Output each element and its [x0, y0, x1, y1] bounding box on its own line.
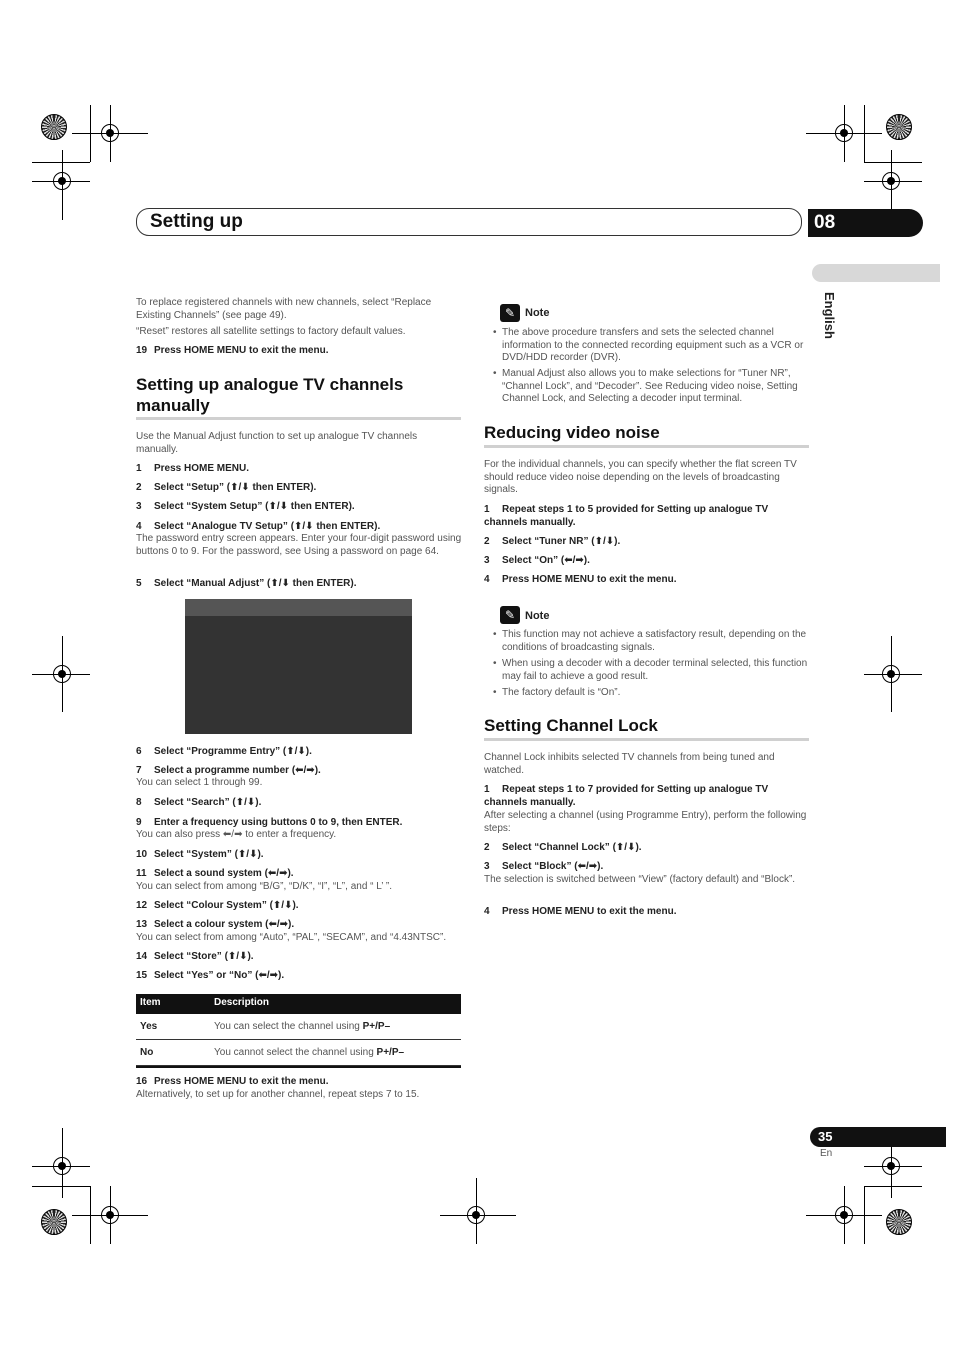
step-number: 9 [136, 817, 142, 828]
page-number: 35 [810, 1127, 946, 1147]
chapter-badge: 08 [808, 209, 923, 237]
step-number: 3 [136, 501, 142, 512]
step-number: 1 [136, 463, 142, 474]
row-item: Yes [140, 1021, 158, 1032]
step-text: Select “Search” (⬆/⬇). [154, 797, 262, 808]
step-8 [136, 797, 261, 810]
lock-step-1 [484, 784, 804, 809]
key-label: P+/P– [376, 1047, 405, 1058]
step-number: 3 [484, 861, 490, 872]
note-bullet: • The above procedure transfers and sets the selected channel information to the connected recording equipment such as a VCR or DVD/HDD recorder (DVR). [502, 327, 808, 365]
step-number: 8 [136, 797, 142, 808]
note-bullet: • The factory default is “On”. [502, 687, 808, 700]
step-number: 15 [136, 970, 148, 981]
step-11 [136, 868, 294, 881]
step-13 [136, 919, 294, 932]
step-19 [136, 345, 461, 358]
step-text: Press HOME MENU. [154, 463, 250, 474]
step-text: Select “Manual Adjust” (⬆/⬇ then ENTER). [154, 578, 357, 589]
step-text: Select “Tuner NR” (⬆/⬇). [502, 536, 621, 547]
column-header-description: Description [214, 997, 270, 1008]
step-text: Select “Block” (⬅/➡). [502, 861, 604, 872]
lock-step-4 [484, 906, 676, 919]
table-row [136, 1040, 461, 1066]
step-text: Select “Analogue TV Setup” (⬆/⬇ then ENTER). [154, 521, 381, 532]
noise-step-3 [484, 555, 590, 568]
lock-step-2 [484, 842, 642, 855]
closing-note: Alternatively, to set up for another channel, repeat steps 7 to 15. [136, 1089, 420, 1100]
step-text: Select “System” (⬆/⬇). [154, 849, 264, 860]
step-7-note: You can select 1 through 99. [136, 777, 263, 788]
step-text: Select “Store” (⬆/⬇). [154, 951, 254, 962]
note-bullet: • This function may not achieve a satisfactory result, depending on the conditions of broadcasting signals. [502, 629, 808, 654]
section-rule [484, 738, 809, 741]
password-note: The password entry screen appears. Enter your four-digit password using buttons 0 to 9. For the password, see Using a password on page 64. [136, 533, 462, 557]
step-9 [136, 817, 402, 830]
section-rule [484, 445, 809, 448]
section-title-lock: Setting Channel Lock [484, 716, 658, 735]
step-9-note: You can also press ⬅/➡ to enter a frequency. [136, 829, 337, 840]
step-text: Press HOME MENU to exit the menu. [154, 345, 329, 356]
step-number: 11 [136, 868, 147, 879]
step-text: Select a programme number (⬅/➡). [154, 765, 321, 776]
note-bullet: • When using a decoder with a decoder terminal selected, this function may fail to achieve a good result. [502, 658, 808, 683]
step-number: 13 [136, 919, 148, 930]
step-number: 4 [484, 906, 490, 917]
step-5 [136, 578, 357, 591]
step-number: 6 [136, 746, 142, 757]
table-header [136, 994, 461, 1014]
step-2 [136, 482, 316, 495]
step-number: 3 [484, 555, 490, 566]
step-text: Select “Yes” or “No” (⬅/➡). [154, 970, 285, 981]
step-text: Press HOME MENU to exit the menu. [502, 574, 677, 585]
note-pencil-icon: ✎ [500, 304, 520, 322]
step-3 [136, 501, 355, 514]
step-13-note: You can select from among “Auto”, “PAL”, “SECAM”, and “4.43NTSC”. [136, 932, 447, 943]
description-text: You cannot select the channel using [214, 1047, 377, 1058]
row-description [214, 1047, 404, 1058]
noise-step-2 [484, 536, 620, 549]
note-label: Note [525, 307, 550, 319]
section-intro: Use the Manual Adjust function to set up analogue TV channels manually. [136, 431, 418, 455]
step-16 [136, 1076, 328, 1089]
page-title: Setting up [150, 211, 243, 232]
step-number: 4 [484, 574, 490, 585]
step-number: 12 [136, 900, 148, 911]
page-language: En [820, 1148, 833, 1159]
screen-title-bar [185, 599, 412, 616]
lock-after-note: After selecting a channel (using Programme Entry), perform the following steps: [484, 810, 807, 834]
step-text: Select a colour system (⬅/➡). [154, 919, 295, 930]
step-number: 2 [484, 842, 490, 853]
step-text: Select “System Setup” (⬆/⬇ then ENTER). [154, 501, 355, 512]
step-number: 2 [484, 536, 490, 547]
step-text: Press HOME MENU to exit the menu. [154, 1076, 329, 1087]
note-label: Note [525, 610, 550, 622]
section-title-noise: Reducing video noise [484, 423, 660, 442]
step-11-note: You can select from among “B/G”, “D/K”, “I”, “L”, and “ L’ ”. [136, 881, 393, 892]
note-bullet: • Manual Adjust also allows you to make selections for “Tuner NR”, “Channel Lock”, and “Decoder”. See Reducing video noise, Setting Channel Lock, and Selecting a decoder input terminal. [502, 368, 808, 406]
noise-step-4 [484, 574, 676, 587]
step-number: 19 [136, 345, 148, 356]
step-number: 1 [484, 784, 490, 795]
step-number: 10 [136, 849, 148, 860]
lock-step-3 [484, 861, 603, 874]
step-12 [136, 900, 299, 913]
step-4 [136, 521, 380, 534]
step-text: Repeat steps 1 to 5 provided for Setting up analogue TV channels manually. [484, 504, 769, 528]
section-rule [136, 417, 461, 420]
row-description [214, 1021, 390, 1032]
language-tab [812, 264, 940, 282]
store-options-table [136, 994, 461, 1068]
step-number: 4 [136, 521, 142, 532]
language-label: English [822, 292, 837, 339]
description-text: You can select the channel using [214, 1021, 363, 1032]
note-pencil-icon: ✎ [500, 606, 520, 624]
step-10 [136, 849, 264, 862]
step-6 [136, 746, 312, 759]
step-text: Select “Programme Entry” (⬆/⬇). [154, 746, 312, 757]
step-text: Select “Setup” (⬆/⬇ then ENTER). [154, 482, 317, 493]
lock-switch-note: The selection is switched between “View” (factory default) and “Block”. [484, 874, 796, 885]
step-7 [136, 765, 321, 778]
step-1 [136, 463, 249, 476]
table-bottom-rule [136, 1066, 461, 1068]
intro-paragraph-2: “Reset” restores all satellite settings to factory default values. [136, 326, 406, 337]
step-number: 14 [136, 951, 148, 962]
step-text: Repeat steps 1 to 7 provided for Setting up analogue TV channels manually. [484, 784, 769, 808]
row-item: No [140, 1047, 154, 1058]
column-header-item: Item [140, 997, 161, 1008]
table-row [136, 1014, 461, 1040]
step-number: 2 [136, 482, 142, 493]
step-text: Select “Channel Lock” (⬆/⬇). [502, 842, 642, 853]
key-label: P+/P– [362, 1021, 391, 1032]
manual-adjust-screen-image [185, 599, 412, 734]
step-text: Press HOME MENU to exit the menu. [502, 906, 677, 917]
step-text: Select a sound system (⬅/➡). [154, 868, 294, 879]
noise-intro: For the individual channels, you can specify whether the flat screen TV should reduce video noise depending on the levels of broadcasting signals. [484, 459, 797, 495]
noise-step-1 [484, 504, 804, 529]
step-14 [136, 951, 254, 964]
step-number: 1 [484, 504, 490, 515]
step-text: Select “On” (⬅/➡). [502, 555, 590, 566]
step-text: Select “Colour System” (⬆/⬇). [154, 900, 299, 911]
step-text: Enter a frequency using buttons 0 to 9, then ENTER. [154, 817, 403, 828]
section-title-analogue: Setting up analogue TV channels manually [136, 375, 404, 415]
intro-paragraph-1: To replace registered channels with new channels, select “Replace Existing Channels” (see page 49). [136, 297, 432, 321]
step-number: 5 [136, 578, 142, 589]
lock-intro: Channel Lock inhibits selected TV channels from being tuned and watched. [484, 752, 775, 776]
step-15 [136, 970, 284, 983]
step-number: 7 [136, 765, 142, 776]
step-number: 16 [136, 1076, 148, 1087]
